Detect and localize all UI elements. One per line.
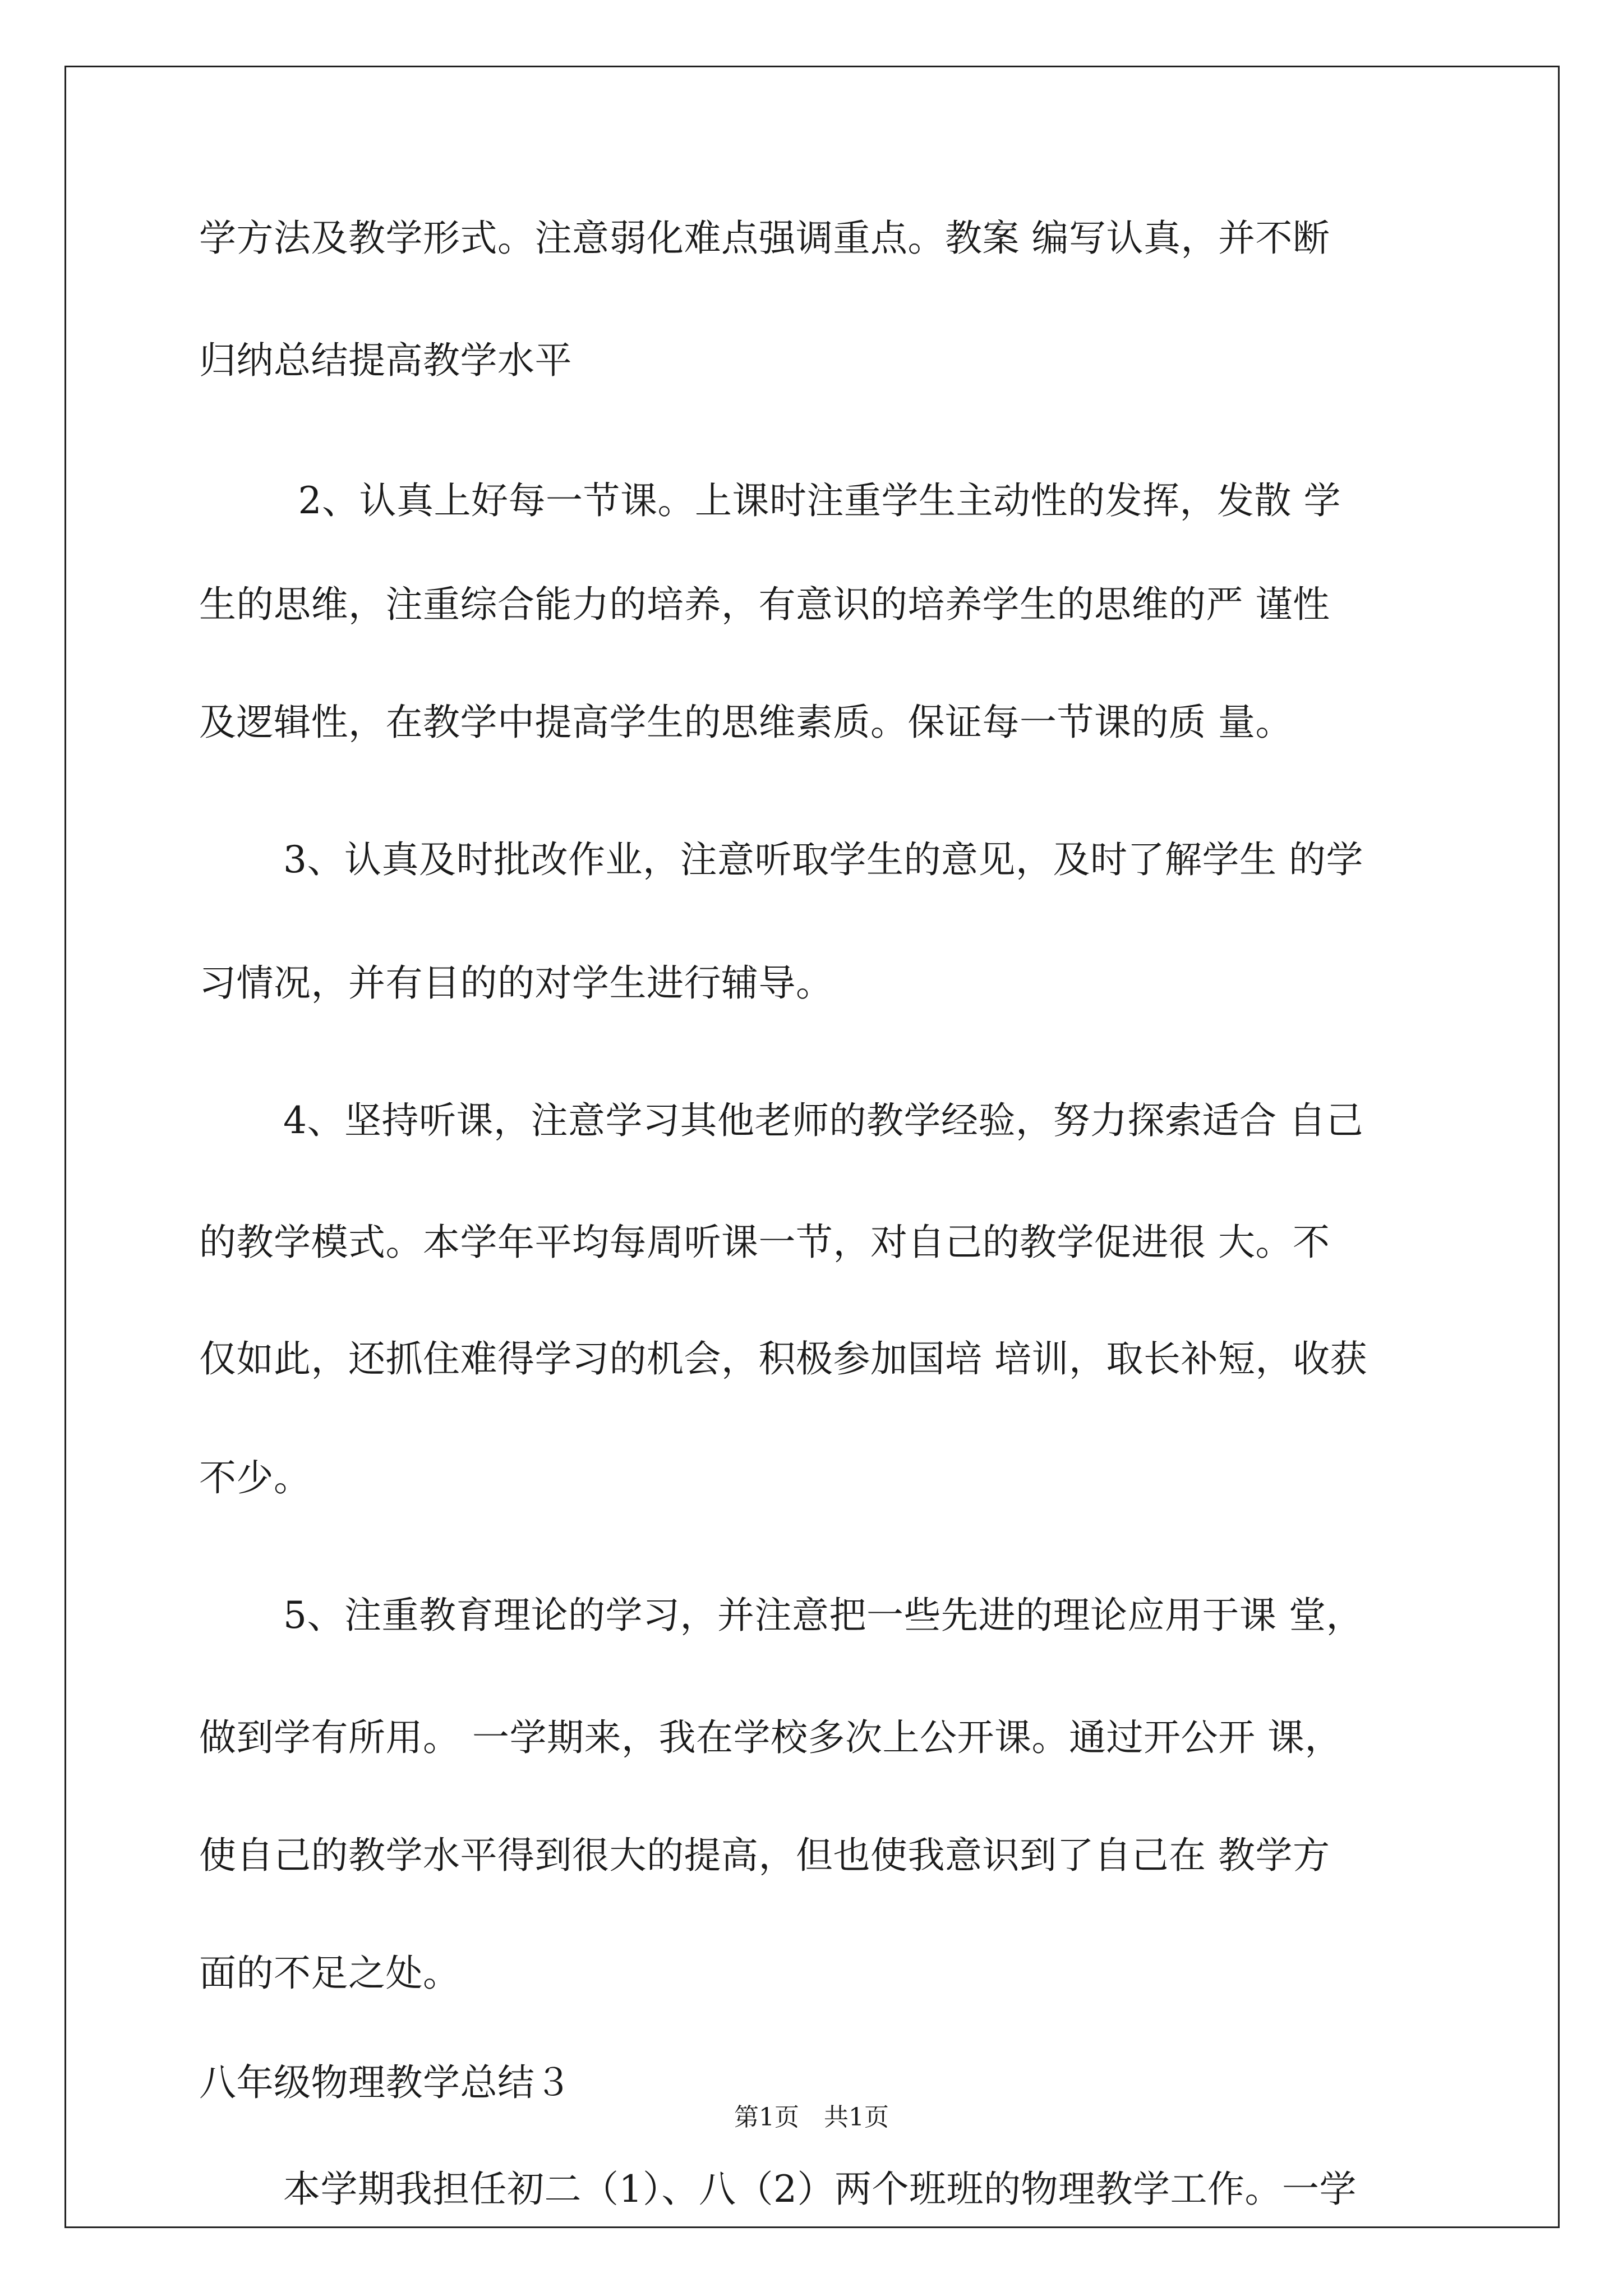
text-line: 习情况，并有目的的对学生进行辅导。 xyxy=(199,961,833,1005)
text-line: 面的不足之处。 xyxy=(199,1952,460,1995)
text-line: 生的思维，注重综合能力的培养，有意识的培养学生的思维的严 谨性 xyxy=(199,583,1330,626)
text-line: 本学期我担任初二（1）、八（2）两个班班的物理教学工作。一学 xyxy=(283,2168,1357,2211)
page-border xyxy=(64,66,1560,2228)
text-line: 5、注重教育理论的学习，并注意把一些先进的理论应用于课 堂， xyxy=(283,1594,1363,1637)
text-line: 4、坚持听课，注意学习其他老师的教学经验，努力探索适合 自己 xyxy=(283,1099,1363,1142)
text-line: 做到学有所用。 一学期来，我在学校多次上公开课。通过开公开 课， xyxy=(199,1716,1342,1759)
text-line: 使自己的教学水平得到很大的提高，但也使我意识到了自己在 教学方 xyxy=(199,1834,1330,1877)
section-heading: 八年级物理教学总结３ xyxy=(199,2061,572,2104)
text-line: 及逻辑性，在教学中提高学生的思维素质。保证每一节课的质 量。 xyxy=(199,701,1293,744)
text-line: 不少。 xyxy=(199,1456,311,1499)
text-line: 仅如此，还抓住难得学习的机会，积极参加国培 培训，取长补短，收获 xyxy=(199,1337,1367,1381)
text-line: 2、认真上好每一节课。上课时注重学生主动性的发挥，发散 学 xyxy=(286,479,1341,522)
text-line: 归纳总结提高教学水平 xyxy=(199,339,572,382)
text-line: 的教学模式。本学年平均每周听课一节，对自己的教学促进很 大。不 xyxy=(199,1221,1330,1264)
text-line: 3、认真及时批改作业，注意听取学生的意见，及时了解学生 的学 xyxy=(283,838,1363,881)
page-footer: 第1页 共1页 xyxy=(734,2103,889,2132)
text-line: 学方法及教学形式。注意弱化难点强调重点。教案 编写认真，并不断 xyxy=(199,217,1330,260)
